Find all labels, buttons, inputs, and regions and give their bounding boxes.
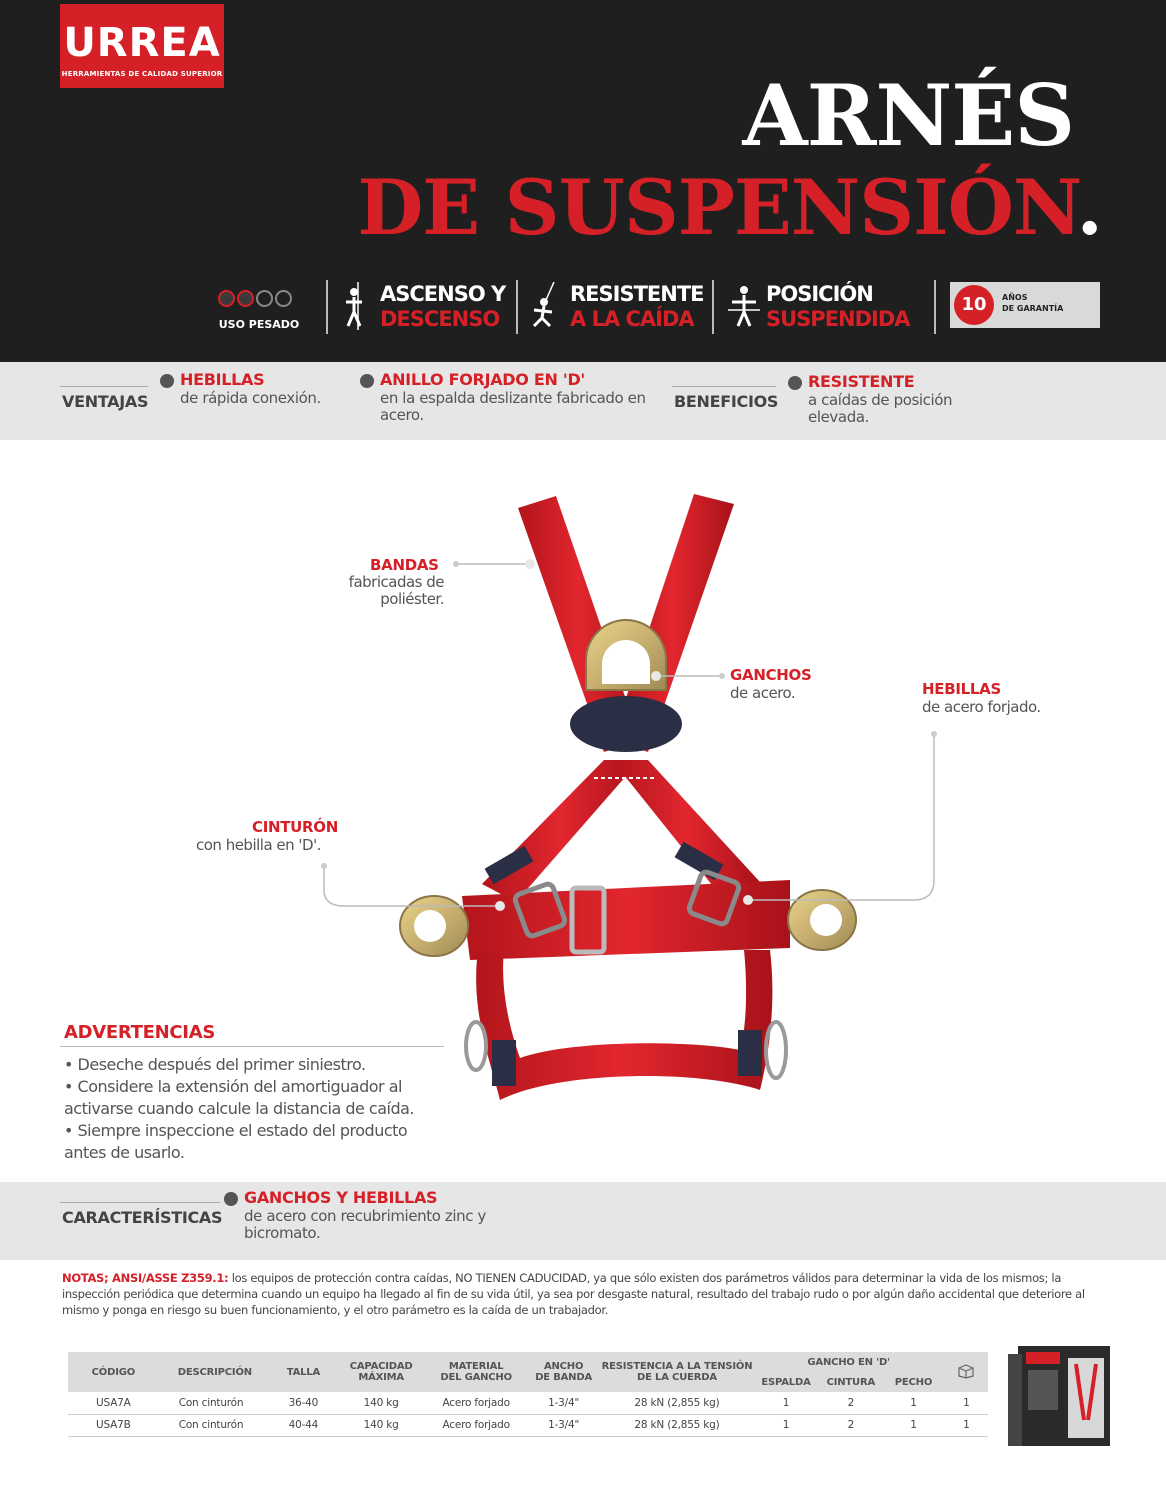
warnings-title: ADVERTENCIAS <box>64 1022 215 1043</box>
table-row <box>68 1414 988 1436</box>
cell-pecho: 1 <box>882 1392 945 1414</box>
divider <box>934 280 936 334</box>
col-material-l2: DEL GANCHO <box>440 1372 512 1383</box>
title-dot: . <box>1076 163 1102 252</box>
cell-material: Acero forjado <box>426 1414 525 1436</box>
divider <box>60 1202 220 1203</box>
feature-posicion <box>728 280 928 336</box>
col-resistencia-l1: RESISTENCIA A LA TENSIÓN <box>601 1361 753 1372</box>
cell-espalda: 1 <box>753 1392 820 1414</box>
col-espalda: ESPALDA <box>753 1372 820 1392</box>
feature-ascenso-line2: DESCENSO <box>380 307 500 331</box>
beneficio-1-text: a caídas de posición elevada. <box>808 391 953 426</box>
divider <box>326 280 328 334</box>
warranty-badge <box>950 282 1100 328</box>
col-descripcion: DESCRIPCIÓN <box>159 1352 271 1392</box>
cell-resistencia: 28 kN (2,855 kg) <box>601 1392 752 1414</box>
warranty-years: 10 <box>954 285 994 325</box>
table-row <box>68 1392 988 1414</box>
callout-cinturon-head: CINTURÓN <box>252 818 339 836</box>
cell-ancho: 1-3/4" <box>526 1414 602 1436</box>
ventaja-2-head: ANILLO FORJADO EN 'D' <box>380 370 586 389</box>
ventaja-1-text: de rápida conexión. <box>180 389 321 407</box>
title-line-2-text: DE SUSPENSIÓN <box>357 163 1077 252</box>
brand-name: URREA <box>63 20 221 66</box>
callout-bandas-text: fabricadas de poliéster. <box>348 573 444 608</box>
brand-logo[interactable] <box>60 4 224 88</box>
callout-hebillas-text: de acero forjado. <box>922 698 1041 716</box>
suspended-worker-icon <box>728 282 760 330</box>
divider <box>712 280 714 334</box>
product-package-image <box>1004 1330 1116 1450</box>
feature-ascenso <box>342 280 512 336</box>
bullet-icon <box>360 374 374 388</box>
caracteristica-head: GANCHOS Y HEBILLAS <box>244 1188 438 1207</box>
warranty-text-line1: AÑOS <box>1002 293 1028 302</box>
col-capacidad-l1: CAPACIDAD <box>349 1361 413 1372</box>
callout-ganchos-text: de acero. <box>730 684 796 702</box>
feature-ascenso-line1: ASCENSO Y <box>380 282 506 306</box>
divider <box>60 386 148 387</box>
climber-icon <box>342 282 374 330</box>
heavy-use-rating <box>214 288 314 334</box>
warnings-list <box>64 1054 444 1164</box>
col-material-l1: MATERIAL <box>448 1361 504 1372</box>
warning-item: • Siempre inspeccione el estado del producto antes de usarlo. <box>64 1121 408 1162</box>
cell-resistencia: 28 kN (2,855 kg) <box>601 1414 752 1436</box>
notes-key: NOTAS; ANSI/ASSE Z359.1: <box>62 1271 229 1285</box>
title-line-1: ARNÉS <box>742 66 1074 165</box>
warning-item: • Considere la extensión del amortiguador al activarse cuando calcule la distancia de caída. <box>64 1077 415 1118</box>
cell-codigo: USA7B <box>68 1414 159 1436</box>
col-material <box>426 1352 525 1392</box>
usage-level-1-icon <box>218 290 235 307</box>
callout-bandas-head: BANDAS <box>370 556 439 574</box>
col-talla: TALLA <box>271 1352 336 1392</box>
cell-codigo: USA7A <box>68 1392 159 1414</box>
ventaja-1-head: HEBILLAS <box>180 370 265 389</box>
cell-capacidad: 140 kg <box>336 1414 427 1436</box>
brand-tagline: HERRAMIENTAS DE CALIDAD SUPERIOR <box>61 70 223 78</box>
caracteristicas-label: CARACTERÍSTICAS <box>62 1208 223 1227</box>
header-banner <box>0 0 1166 362</box>
col-pecho: PECHO <box>882 1372 945 1392</box>
usage-level-4-icon <box>275 290 292 307</box>
caracteristica-text: de acero con recubrimiento zinc y bicromato. <box>244 1207 486 1242</box>
warranty-text <box>1002 292 1063 314</box>
title-line-2 <box>357 163 1102 252</box>
warning-item: • Deseche después del primer siniestro. <box>64 1055 366 1074</box>
beneficio-1-head: RESISTENTE <box>808 372 915 391</box>
usage-level-3-icon <box>256 290 273 307</box>
cell-descripcion: Con cinturón <box>159 1414 271 1436</box>
cell-cintura: 2 <box>820 1414 883 1436</box>
col-gancho: GANCHO EN 'D' <box>753 1352 945 1372</box>
beneficios-label: BENEFICIOS <box>674 392 779 411</box>
feature-posicion-line1: POSICIÓN <box>766 282 873 306</box>
notes-text: los equipos de protección contra caídas, NO TIENEN CADUCIDAD, ya que sólo existen dos parámetros válidos para determinar la vida de los mismos; la inspección periódica que determina cuando un equipo ha llegado al fin de su vida útil, ya sea por desgaste natural, resultado del trabajo rudo o por algún daño accidental que deteriore al mismo y ponga en riesgo su buen funcionamiento, y el otro parámetro es la caída de un trabajador. <box>62 1271 1085 1317</box>
heavy-use-label: USO PESADO <box>218 318 300 331</box>
cell-cintura: 2 <box>820 1392 883 1414</box>
cell-material: Acero forjado <box>426 1392 525 1414</box>
feature-resistente <box>532 280 702 336</box>
ventajas-label: VENTAJAS <box>62 392 149 411</box>
warranty-text-line2: DE GARANTÍA <box>1002 304 1064 313</box>
col-resistencia-l2: DE LA CUERDA <box>637 1372 717 1383</box>
feature-resistente-line2: A LA CAÍDA <box>570 307 694 331</box>
bullet-icon <box>788 376 802 390</box>
feature-posicion-line2: SUSPENDIDA <box>766 307 910 331</box>
col-resistencia <box>601 1352 752 1392</box>
cell-descripcion: Con cinturón <box>159 1392 271 1414</box>
col-box <box>945 1352 988 1392</box>
callout-ganchos-head: GANCHOS <box>730 666 812 684</box>
col-ancho <box>526 1352 602 1392</box>
cell-capacidad: 140 kg <box>336 1392 427 1414</box>
bullet-icon <box>160 374 174 388</box>
divider <box>516 280 518 334</box>
cell-talla: 36-40 <box>271 1392 336 1414</box>
cell-ancho: 1-3/4" <box>526 1392 602 1414</box>
usage-level-2-icon <box>237 290 254 307</box>
col-codigo: CÓDIGO <box>68 1352 159 1392</box>
cell-box: 1 <box>945 1392 988 1414</box>
cell-espalda: 1 <box>753 1414 820 1436</box>
notes-paragraph <box>62 1270 1112 1318</box>
col-cintura: CINTURA <box>820 1372 883 1392</box>
box-icon <box>957 1363 975 1379</box>
col-ancho-l2: DE BANDA <box>535 1372 592 1383</box>
usage-level-icons <box>218 290 294 311</box>
ventaja-2-text: en la espalda deslizante fabricado en acero. <box>380 389 646 424</box>
callout-hebillas-head: HEBILLAS <box>922 680 1001 698</box>
cell-box: 1 <box>945 1414 988 1436</box>
cell-pecho: 1 <box>882 1414 945 1436</box>
col-capacidad-l2: MÁXIMA <box>358 1372 404 1383</box>
callout-cinturon-text: con hebilla en 'D'. <box>196 836 321 854</box>
divider <box>672 386 776 387</box>
col-ancho-l1: ANCHO <box>543 1361 584 1372</box>
feature-resistente-line1: RESISTENTE <box>570 282 704 306</box>
product-table <box>68 1352 988 1437</box>
cell-talla: 40-44 <box>271 1414 336 1436</box>
divider <box>60 1046 444 1047</box>
fall-arrest-icon <box>532 282 564 330</box>
bullet-icon <box>224 1192 238 1206</box>
col-capacidad <box>336 1352 427 1392</box>
